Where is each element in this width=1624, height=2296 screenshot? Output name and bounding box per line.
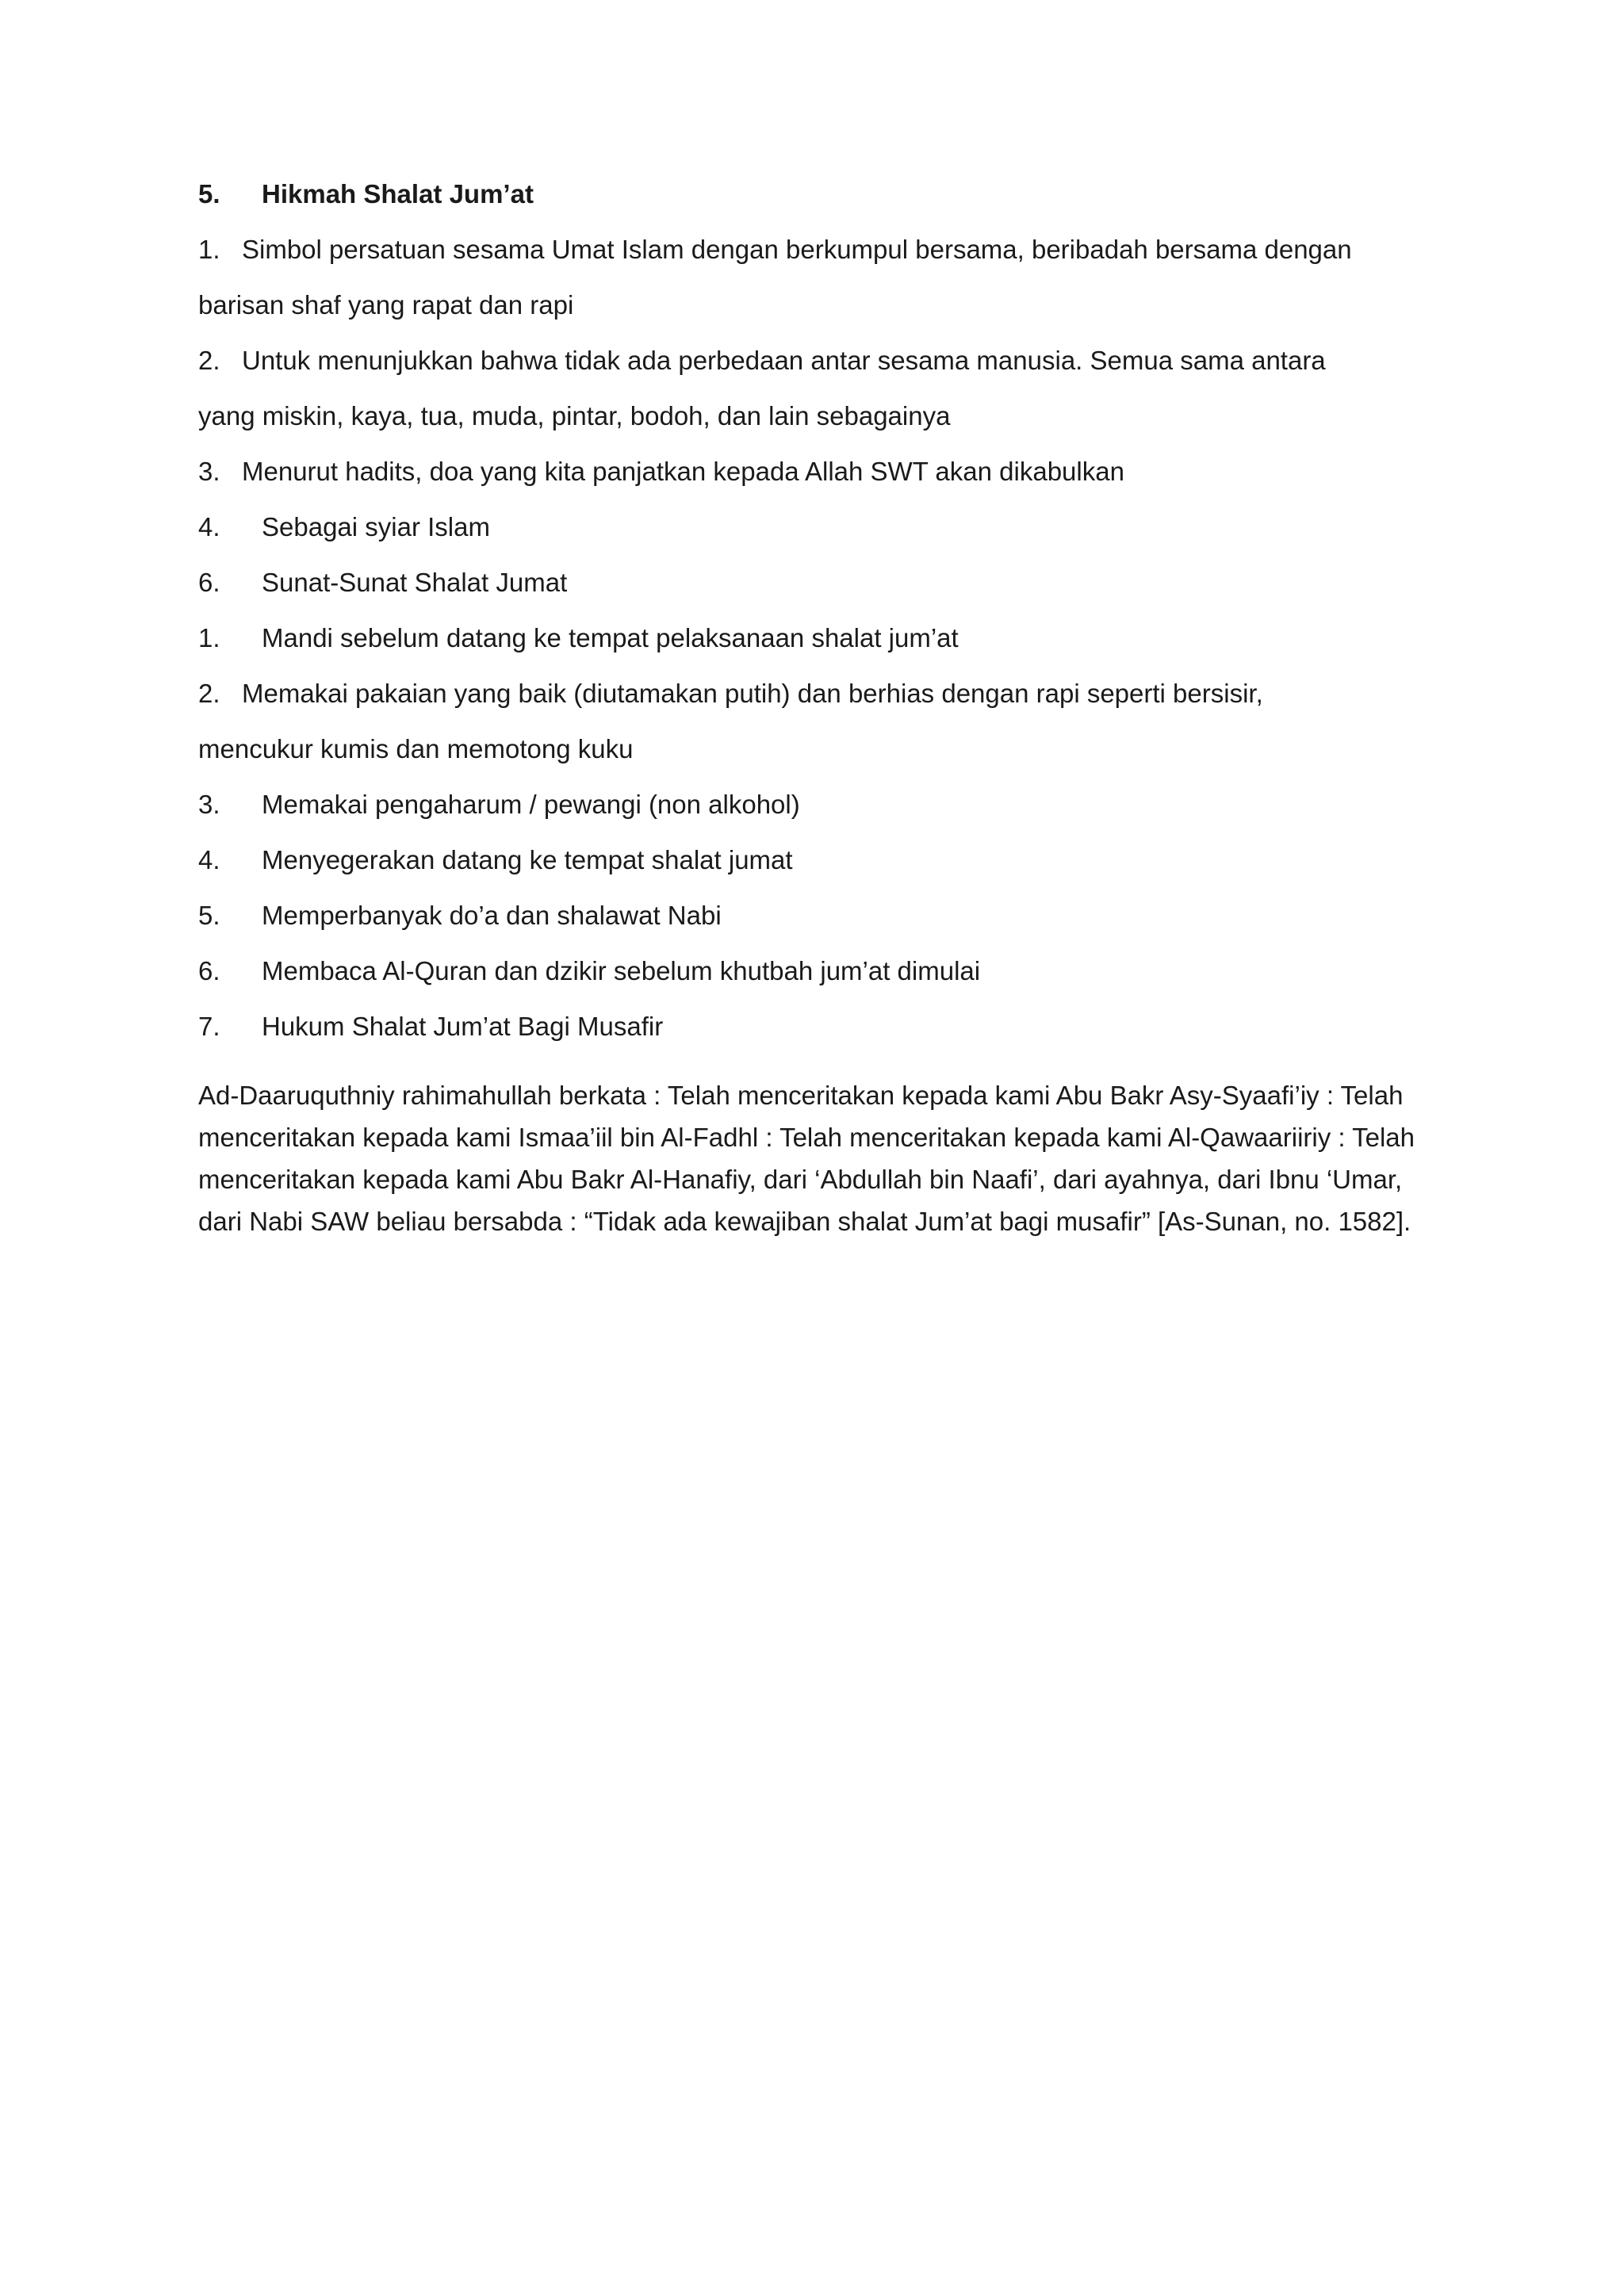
- list-number: 2.: [198, 679, 220, 708]
- section-title: Hukum Shalat Jum’at Bagi Musafir: [262, 1012, 664, 1041]
- list-number: 5.: [198, 901, 220, 930]
- list-number: 1.: [198, 235, 220, 264]
- list-text: Memakai pengaharum / pewangi (non alkohol): [262, 790, 800, 819]
- list-item-sunat-2-continued: [198, 733, 633, 765]
- section-heading-musafir: [198, 1011, 663, 1043]
- section-title: Sunat-Sunat Shalat Jumat: [262, 568, 568, 597]
- list-item-hikmah-2: [198, 345, 1326, 377]
- list-item-hikmah-4: [198, 511, 490, 543]
- list-item-hikmah-3: [198, 456, 1124, 488]
- list-number: 1.: [198, 623, 220, 652]
- hadith-paragraph: Ad-Daaruquthniy rahimahullah berkata : Telah menceritakan kepada kami Abu Bakr Asy-Syaafi’iy : Telah menceritakan kepada kami Ismaa’iil bin Al-Fadhl : Telah menceritakan kepada kami Al-Qawaariiriy : Telah menceritakan kepada kami Abu Bakr Al-Hanafiy, dari ‘Abdullah bin Naafi’, dari ayahnya, dari Ibnu ‘Umar, dari Nabi SAW beliau bersabda : “Tidak ada kewajiban shalat Jum’at bagi musafir” [As-Sunan, no. 1582].: [198, 1081, 1415, 1236]
- list-number: 3.: [198, 457, 220, 486]
- list-text: Memperbanyak do’a dan shalawat Nabi: [262, 901, 722, 930]
- list-text: yang miskin, kaya, tua, muda, pintar, bodoh, dan lain sebagainya: [198, 401, 951, 430]
- list-number: 3.: [198, 790, 220, 819]
- list-item-sunat-2: [198, 678, 1263, 710]
- list-item-sunat-6: [198, 955, 980, 987]
- list-item-sunat-1: [198, 622, 959, 654]
- section-heading-sunat: [198, 567, 567, 599]
- list-text: Sebagai syiar Islam: [262, 512, 490, 541]
- list-item-sunat-3: [198, 789, 800, 821]
- list-text: Membaca Al-Quran dan dzikir sebelum khutbah jum’at dimulai: [262, 956, 981, 985]
- section-number: 7.: [198, 1012, 220, 1041]
- list-text: Menyegerakan datang ke tempat shalat jumat: [262, 845, 793, 874]
- list-text: Menurut hadits, doa yang kita panjatkan kepada Allah SWT akan dikabulkan: [242, 457, 1124, 486]
- list-number: 4.: [198, 845, 220, 874]
- list-item-hikmah-1-continued: [198, 289, 573, 321]
- list-text: Mandi sebelum datang ke tempat pelaksanaan shalat jum’at: [262, 623, 959, 652]
- list-text: Simbol persatuan sesama Umat Islam dengan berkumpul bersama, beribadah bersama dengan: [242, 235, 1352, 264]
- list-text: Untuk menunjukkan bahwa tidak ada perbedaan antar sesama manusia. Semua sama antara: [242, 346, 1326, 375]
- list-item-sunat-4: [198, 844, 793, 876]
- list-text: Memakai pakaian yang baik (diutamakan putih) dan berhias dengan rapi seperti bersisir,: [242, 679, 1263, 708]
- list-item-hikmah-1: [198, 234, 1352, 266]
- list-number: 2.: [198, 346, 220, 375]
- section-title: Hikmah Shalat Jum’at: [262, 179, 534, 209]
- section-heading-hikmah: [198, 178, 534, 210]
- section-number: 6.: [198, 568, 220, 597]
- list-number: 6.: [198, 956, 220, 985]
- list-text: barisan shaf yang rapat dan rapi: [198, 290, 574, 320]
- list-number: 4.: [198, 512, 220, 541]
- list-item-sunat-5: [198, 900, 722, 932]
- list-text: mencukur kumis dan memotong kuku: [198, 734, 634, 763]
- list-item-hikmah-2-continued: [198, 400, 950, 432]
- section-number: 5.: [198, 179, 220, 209]
